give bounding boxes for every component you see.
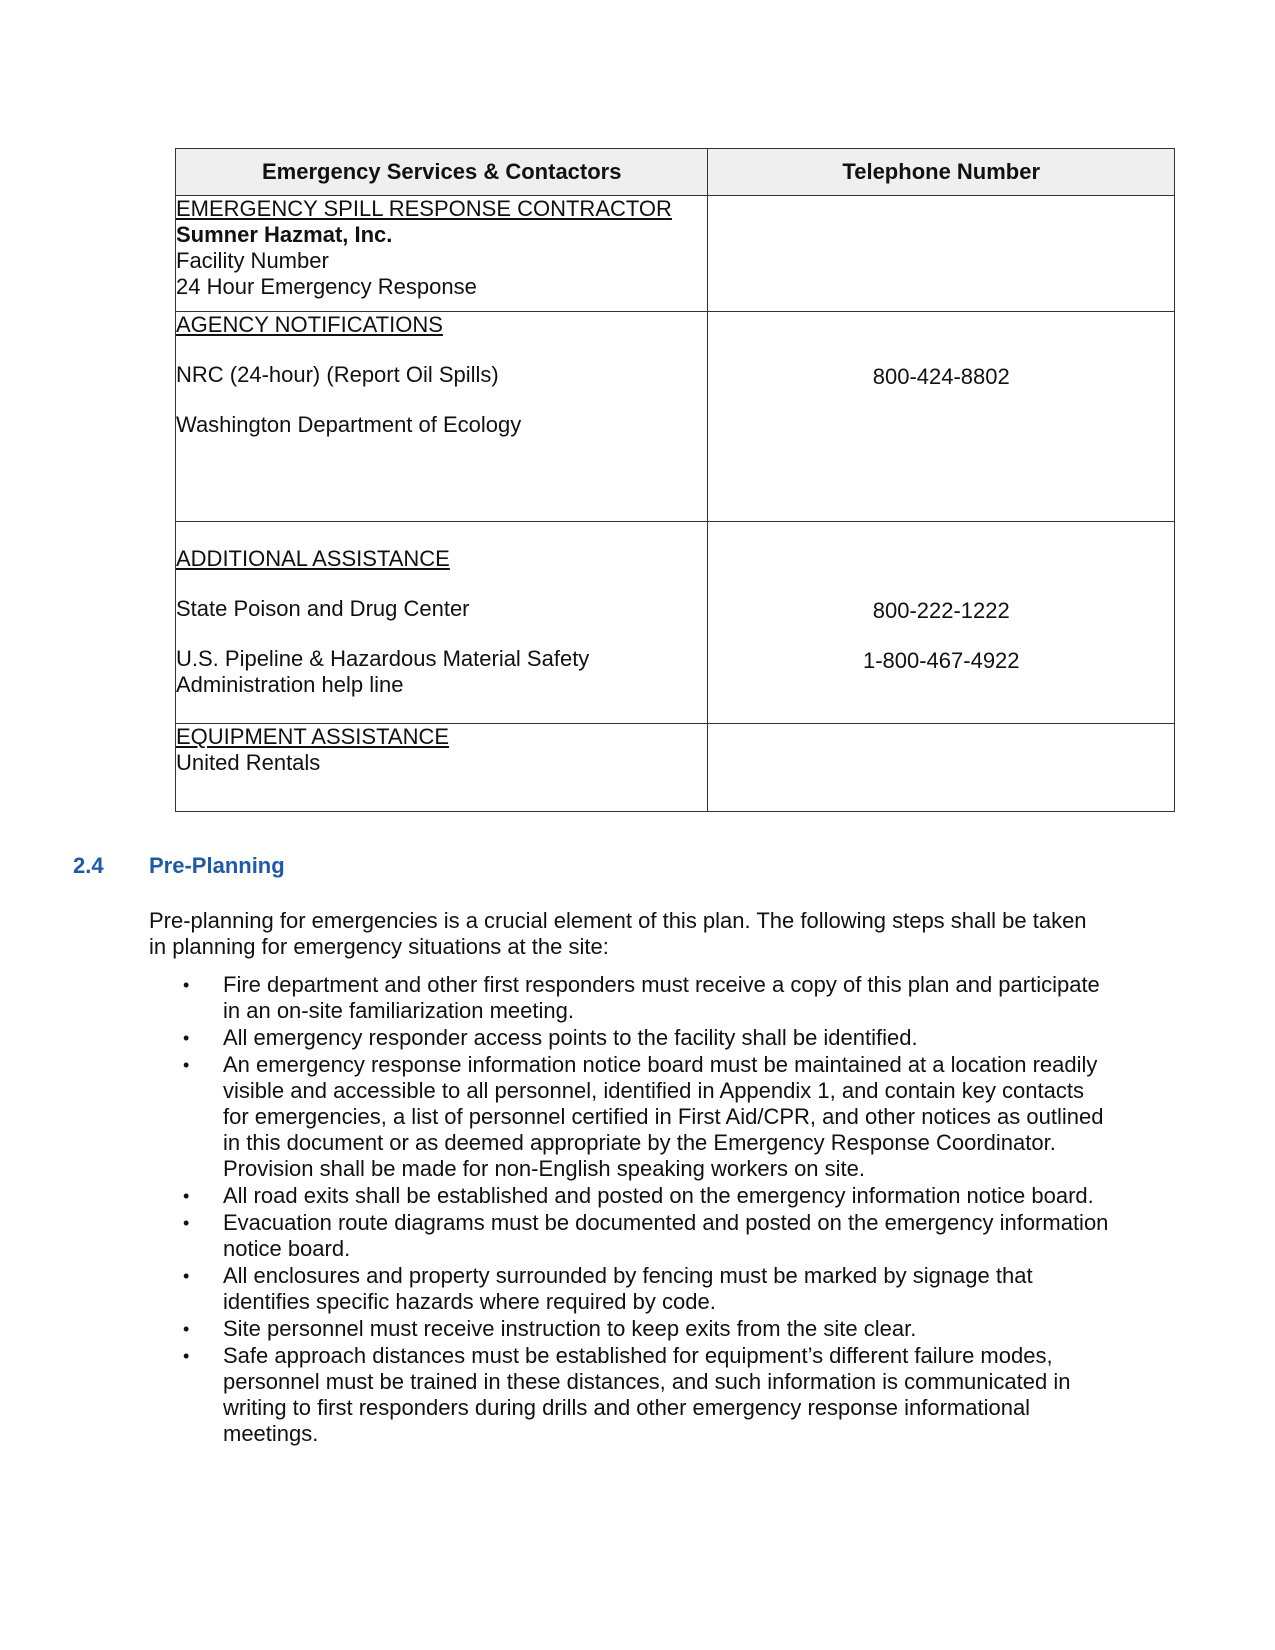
list-item-text: All road exits shall be established and posted on the emergency information notice board. bbox=[223, 1183, 1094, 1208]
bullet-icon: • bbox=[183, 1213, 190, 1233]
pipeline-safety-label-line1: U.S. Pipeline & Hazardous Material Safety bbox=[176, 646, 590, 671]
bullet-icon: • bbox=[183, 1055, 190, 1075]
additional-assistance-heading: ADDITIONAL ASSISTANCE bbox=[176, 546, 450, 571]
bullet-icon: • bbox=[183, 1186, 190, 1206]
poison-center-phone: 800-222-1222 bbox=[872, 598, 1010, 623]
additional-assistance-phone-cell bbox=[708, 522, 1175, 724]
list-item-text: Safe approach distances must be established for equipment’s different failure modes, personnel must be trained in these distances, and such information is communicated in writing to first responders during drills and other emergency response informational meetings. bbox=[223, 1343, 1071, 1446]
additional-assistance-cell bbox=[176, 522, 708, 724]
list-item bbox=[149, 1210, 1109, 1262]
table-row-agency-notifications bbox=[176, 312, 1175, 522]
table-row-equipment-assistance bbox=[176, 724, 1175, 812]
ecology-label: Washington Department of Ecology bbox=[176, 412, 522, 437]
emergency-response-label: 24 Hour Emergency Response bbox=[176, 274, 477, 299]
list-item bbox=[149, 1316, 1109, 1342]
pipeline-safety-phone: 1-800-467-4922 bbox=[862, 648, 1020, 673]
list-item-text: An emergency response information notice board must be maintained at a location readily visible and accessible to all personnel, identified in Appendix 1, and contain key contacts for emergencies, a list of personnel certified in First Aid/CPR, and other notices as outlined in this document or as deemed appropriate by the Emergency Response Coordinator. Provision shall be made for non-English speaking workers on site. bbox=[223, 1052, 1104, 1181]
list-item-text: Site personnel must receive instruction to keep exits from the site clear. bbox=[223, 1316, 917, 1341]
agency-notifications-heading: AGENCY NOTIFICATIONS bbox=[176, 312, 443, 337]
table-header-row bbox=[176, 149, 1175, 196]
agency-notifications-cell bbox=[176, 312, 708, 522]
header-emergency-services: Emergency Services & Contactors bbox=[176, 149, 708, 196]
equipment-assistance-phone-cell bbox=[708, 724, 1175, 812]
spill-contractor-heading: EMERGENCY SPILL RESPONSE CONTRACTOR bbox=[176, 196, 672, 221]
bullet-icon: • bbox=[183, 1319, 190, 1339]
list-item-text: All emergency responder access points to the facility shall be identified. bbox=[223, 1025, 918, 1050]
emergency-contacts-table bbox=[175, 148, 1175, 812]
list-item-text: All enclosures and property surrounded by fencing must be marked by signage that identifies specific hazards where required by code. bbox=[223, 1263, 1033, 1314]
list-item bbox=[149, 1183, 1109, 1209]
list-item bbox=[149, 1052, 1109, 1182]
list-item bbox=[149, 972, 1109, 1024]
section-number: 2.4 bbox=[73, 853, 104, 878]
header-telephone-number: Telephone Number bbox=[708, 149, 1175, 196]
united-rentals-label: United Rentals bbox=[176, 750, 321, 775]
bullet-icon: • bbox=[183, 1028, 190, 1048]
facility-number-label: Facility Number bbox=[176, 248, 329, 273]
nrc-phone: 800-424-8802 bbox=[872, 364, 1010, 389]
pipeline-safety-label-line2: Administration help line bbox=[176, 672, 404, 697]
table-row-spill-contractor bbox=[176, 196, 1175, 312]
equipment-assistance-cell bbox=[176, 724, 708, 812]
agency-notifications-phone-cell bbox=[708, 312, 1175, 522]
spill-contractor-phone-cell bbox=[708, 196, 1175, 312]
list-item bbox=[149, 1343, 1109, 1447]
pre-planning-steps-list bbox=[149, 972, 1109, 1448]
bullet-icon: • bbox=[183, 1346, 190, 1366]
list-item bbox=[149, 1025, 1109, 1051]
table-row-additional-assistance bbox=[176, 522, 1175, 724]
nrc-label: NRC (24-hour) (Report Oil Spills) bbox=[176, 362, 499, 387]
section-title: Pre-Planning bbox=[149, 853, 285, 878]
section-intro: Pre-planning for emergencies is a crucial element of this plan. The following steps shall be taken in planning for emergency situations at the site: bbox=[149, 908, 1087, 959]
poison-center-label: State Poison and Drug Center bbox=[176, 596, 470, 621]
list-item bbox=[149, 1263, 1109, 1315]
spill-contractor-cell bbox=[176, 196, 708, 312]
equipment-assistance-heading: EQUIPMENT ASSISTANCE bbox=[176, 724, 450, 749]
bullet-icon: • bbox=[183, 1266, 190, 1286]
list-item-text: Evacuation route diagrams must be documented and posted on the emergency information notice board. bbox=[223, 1210, 1109, 1261]
bullet-icon: • bbox=[183, 975, 190, 995]
spill-contractor-company: Sumner Hazmat, Inc. bbox=[176, 222, 393, 247]
list-item-text: Fire department and other first responders must receive a copy of this plan and participate in an on-site familiarization meeting. bbox=[223, 972, 1100, 1023]
